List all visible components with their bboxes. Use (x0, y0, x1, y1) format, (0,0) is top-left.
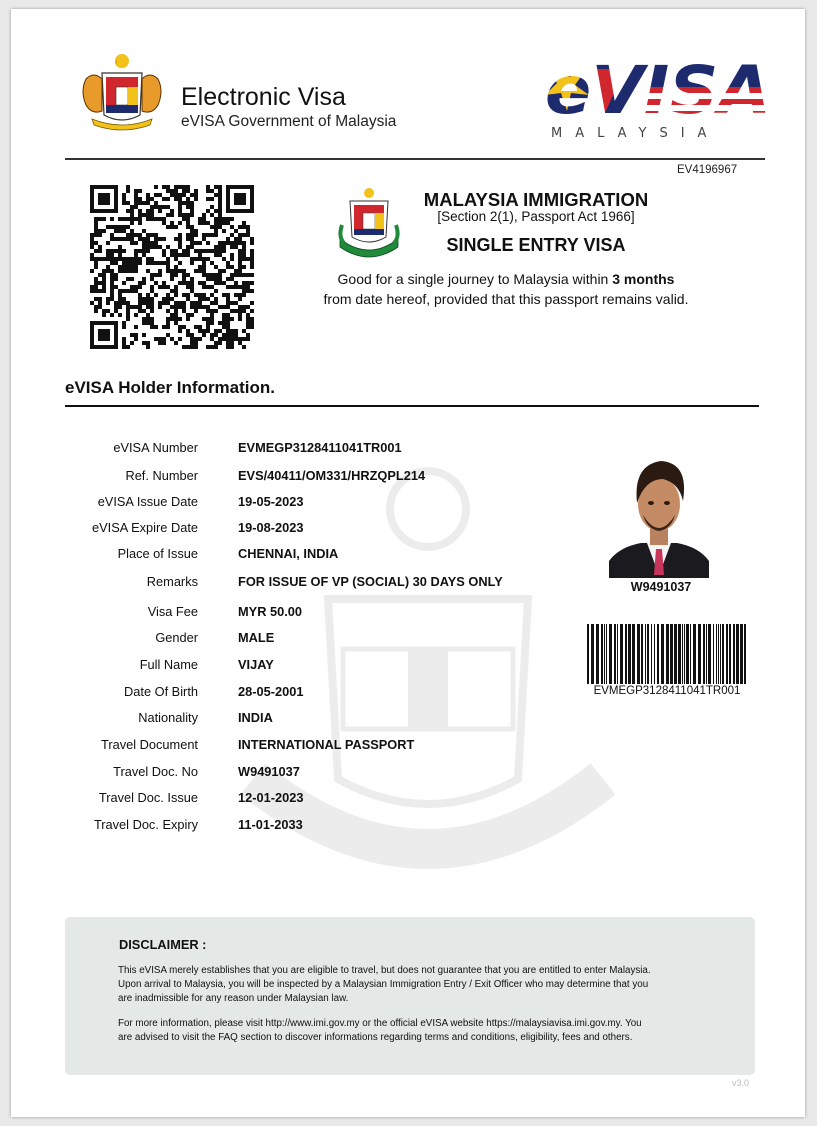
field-value: INTERNATIONAL PASSPORT (238, 737, 415, 752)
disclaimer-heading: DISCLAIMER : (119, 937, 207, 952)
field-value: 12-01-2023 (238, 790, 304, 805)
holder-photo (609, 449, 709, 578)
qr-finder-pattern (90, 321, 118, 349)
field-label: eVISA Number (113, 440, 198, 455)
qr-code (90, 185, 254, 349)
qr-finder-pattern (90, 185, 118, 213)
field-label: Place of Issue (117, 546, 198, 561)
field-value: INDIA (238, 710, 273, 725)
field-label: Travel Doc. No (113, 764, 198, 779)
authority-title: MALAYSIA IMMIGRATION (423, 189, 649, 210)
field-value: 19-05-2023 (238, 494, 304, 509)
field-label: Visa Fee (147, 604, 198, 619)
visa-document (11, 9, 805, 1117)
validity-duration: 3 months (612, 271, 675, 287)
field-value: EVMEGP3128411041TR001 (238, 440, 402, 455)
field-value: 28-05-2001 (238, 684, 304, 699)
field-label: Nationality (138, 710, 198, 725)
field-value: EVS/40411/OM331/HRZQPL214 (238, 468, 426, 483)
validity-post: from date hereof, provided that this passport remains valid. (323, 291, 689, 307)
field-value: MYR 50.00 (238, 604, 303, 619)
barcode-text: EVMEGP3128411041TR001 (593, 685, 741, 697)
field-label: Travel Doc. Issue (98, 790, 198, 805)
validity-pre: Good for a single journey to Malaysia within (337, 271, 613, 287)
qr-finder-pattern (226, 185, 254, 213)
field-value: 11-01-2033 (238, 817, 303, 832)
field-value: W9491037 (238, 764, 300, 779)
validity-statement (291, 269, 721, 309)
barcode (585, 624, 748, 684)
field-value: CHENNAI, INDIA (238, 546, 339, 561)
holder-section-heading: eVISA Holder Information. (65, 378, 276, 397)
field-value: VIJAY (238, 657, 274, 672)
version-label: v3.0 (732, 1078, 750, 1088)
field-label: Gender (155, 630, 198, 645)
document-subtitle: eVISA Government of Malaysia (181, 113, 397, 130)
field-label: Travel Doc. Expiry (93, 817, 198, 832)
disclaimer-box (65, 917, 755, 1075)
field-label: Date Of Birth (124, 684, 198, 699)
field-label: Ref. Number (125, 468, 198, 483)
visa-type: SINGLE ENTRY VISA (446, 235, 626, 255)
disclaimer-paragraph-1: This eVISA merely establishes that you are eligible to travel, but does not guarantee that you are entitled to enter Malaysia. Upon arrival to Malaysia, you will be inspected by a Malaysian Immigration Entry / Exit Officer who may determine that you are inadmissible for any reason under Malaysian law. (118, 965, 651, 1004)
malaysia-coat-of-arms-icon (72, 49, 172, 133)
field-value: FOR ISSUE OF VP (SOCIAL) 30 DAYS ONLY (238, 574, 503, 589)
top-divider (65, 158, 765, 160)
field-value: MALE (238, 630, 275, 645)
holder-divider (65, 405, 759, 407)
field-label: Travel Document (101, 737, 198, 752)
document-title: Electronic Visa (181, 83, 346, 111)
field-label: Full Name (139, 657, 198, 672)
field-label: eVISA Issue Date (97, 494, 198, 509)
field-value: 19-08-2023 (238, 520, 304, 535)
field-label: Remarks (146, 574, 198, 589)
photo-caption: W9491037 (630, 580, 692, 594)
field-label: eVISA Expire Date (92, 520, 198, 535)
authority-section: [Section 2(1), Passport Act 1966] (437, 209, 635, 224)
disclaimer-paragraph-2: For more information, please visit http://www.imi.gov.my or the official eVISA website https://malaysiavisa.imi.gov.my. You are advised to visit the FAQ section to discover informations regarding terms and conditions, eligibility, fees and others. (118, 1018, 642, 1043)
evisa-malaysia-logo (545, 55, 775, 141)
logo-malaysia-text: MALAYSIA (551, 126, 720, 141)
serial-number: EV4196967 (677, 164, 738, 176)
